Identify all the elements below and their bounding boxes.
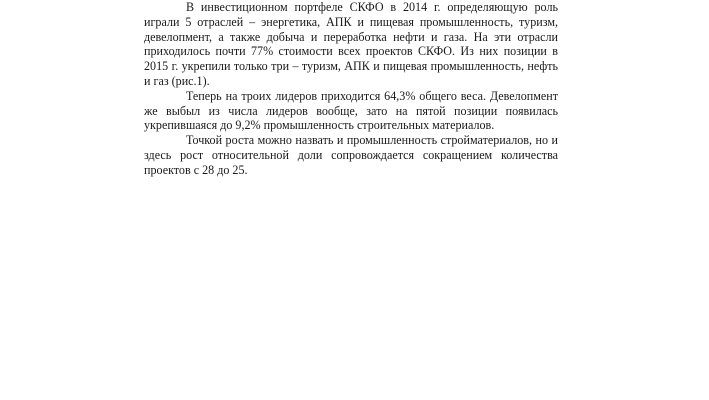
- paragraph-leaders-share: Теперь на троих лидеров приходится 64,3% общего веса. Девелопмент же выбыл из числа лидеров вообще, зато на пятой позиции появилась укрепившаяся до 9,2% промышленность строительных материалов.: [144, 88, 558, 133]
- paragraph-portfolio-2014: В инвестиционном портфеле СКФО в 2014 г. определяющую роль играли 5 отраслей – энергетика, АПК и пищевая промышленность, туризм, девелопмент, а также добыча и переработка нефти и газа. На эти отрасли приходилось почти 77% стоимости всех проектов СКФО. Из них позиции в 2015 г. укрепили только три – туризм, АПК и пищевая промышленность, нефть и газ (рис.1).: [144, 0, 558, 88]
- document-body: [144, 0, 558, 178]
- paragraph-growth-point: Точкой роста можно назвать и промышленность стройматериалов, но и здесь рост относительной доли сопровождается сокращением количества проектов с 28 до 25.: [144, 133, 558, 177]
